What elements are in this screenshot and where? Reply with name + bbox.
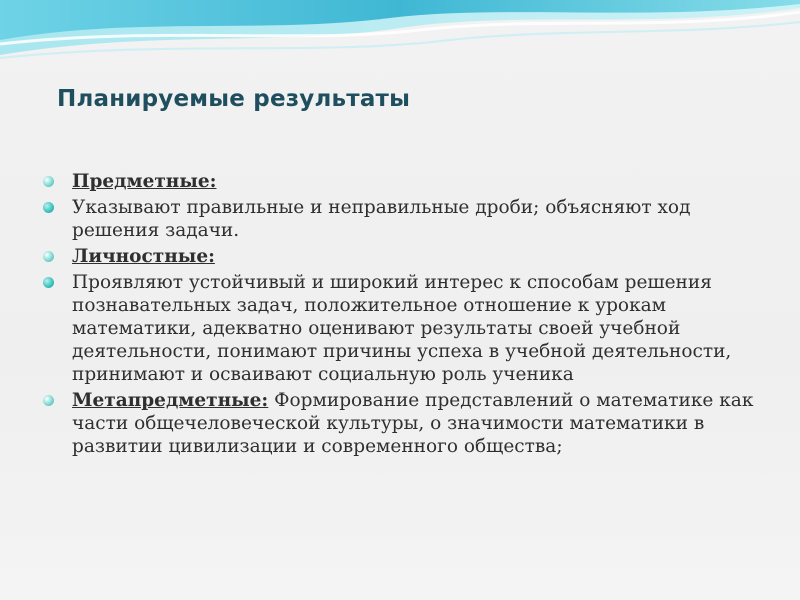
list-item-subject-heading — [42, 170, 762, 193]
subject-results-text: Указывают правильные и неправильные дроби; объясняют ход решения задачи. — [72, 197, 691, 241]
bullet-icon — [43, 395, 54, 406]
metasubject-results-text: Формирование представлений о математике как части общечеловеческой культуры, о значимости математики в развитии цивилизации и современного общества; — [72, 390, 754, 457]
bullet-icon — [43, 202, 54, 213]
bullet-list — [42, 170, 762, 461]
subject-results-heading: Предметные: — [72, 171, 217, 192]
list-item-personal-text — [42, 271, 762, 386]
header-wave-decoration — [0, 0, 800, 80]
list-item-metasubject — [42, 389, 762, 458]
bullet-icon — [43, 277, 54, 288]
bullet-icon — [43, 176, 54, 187]
slide-title: Планируемые результаты — [57, 86, 411, 112]
bullet-icon — [43, 251, 54, 262]
metasubject-results-heading: Метапредметные: — [72, 390, 269, 411]
list-item-personal-heading — [42, 245, 762, 268]
list-item-subject-text — [42, 196, 762, 242]
personal-results-text: Проявляют устойчивый и широкий интерес к способам решения познавательных задач, положительное отношение к урокам математики, адекватно оценивают результаты своей учебной деятельности, понимают причины успеха в учебной деятельности, принимают и осваивают социальную роль ученика — [72, 272, 732, 385]
personal-results-heading: Личностные: — [72, 246, 215, 267]
